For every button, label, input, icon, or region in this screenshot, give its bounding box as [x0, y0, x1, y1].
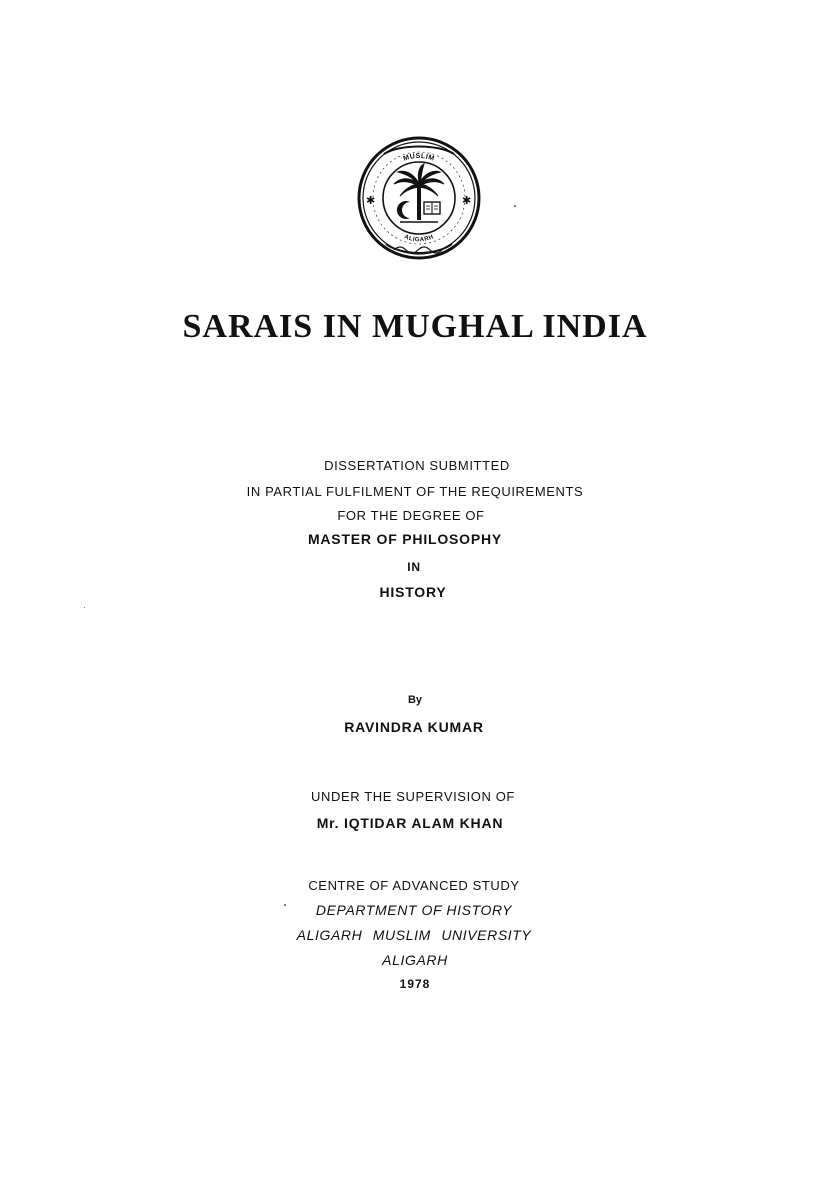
supervisor-name: Mr. IQTIDAR ALAM KHAN — [316, 815, 504, 831]
svg-text:MUSLIM: MUSLIM — [402, 152, 436, 163]
degree-in: IN — [407, 560, 421, 574]
university-name: ALIGARH MUSLIM UNIVERSITY — [296, 927, 532, 943]
submission-line-2: IN PARTIAL FULFILMENT OF THE REQUIREMENTS — [246, 484, 584, 499]
svg-text:✱: ✱ — [366, 194, 376, 207]
scan-speck — [284, 904, 286, 906]
submission-line-3: FOR THE DEGREE OF — [337, 508, 485, 523]
year: 1978 — [399, 977, 431, 991]
department-name: DEPARTMENT OF HISTORY — [315, 902, 513, 918]
degree-name: MASTER OF PHILOSOPHY — [307, 531, 503, 547]
author-name: RAVINDRA KUMAR — [344, 719, 484, 735]
thesis-title: SARAIS IN MUGHAL INDIA — [182, 308, 648, 345]
scan-speck — [84, 607, 85, 608]
supervision-label: UNDER THE SUPERVISION OF — [311, 789, 515, 804]
university-seal-logo — [354, 132, 484, 268]
degree-subject: HISTORY — [379, 584, 447, 600]
submission-line-1: DISSERTATION SUBMITTED — [324, 458, 510, 473]
centre-name: CENTRE OF ADVANCED STUDY — [308, 878, 520, 893]
svg-text:✱: ✱ — [462, 194, 472, 207]
scan-speck — [514, 205, 516, 207]
by-label: By — [407, 694, 423, 706]
city-name: ALIGARH — [382, 952, 448, 968]
svg-text:ALIGARH: ALIGARH — [403, 234, 435, 244]
